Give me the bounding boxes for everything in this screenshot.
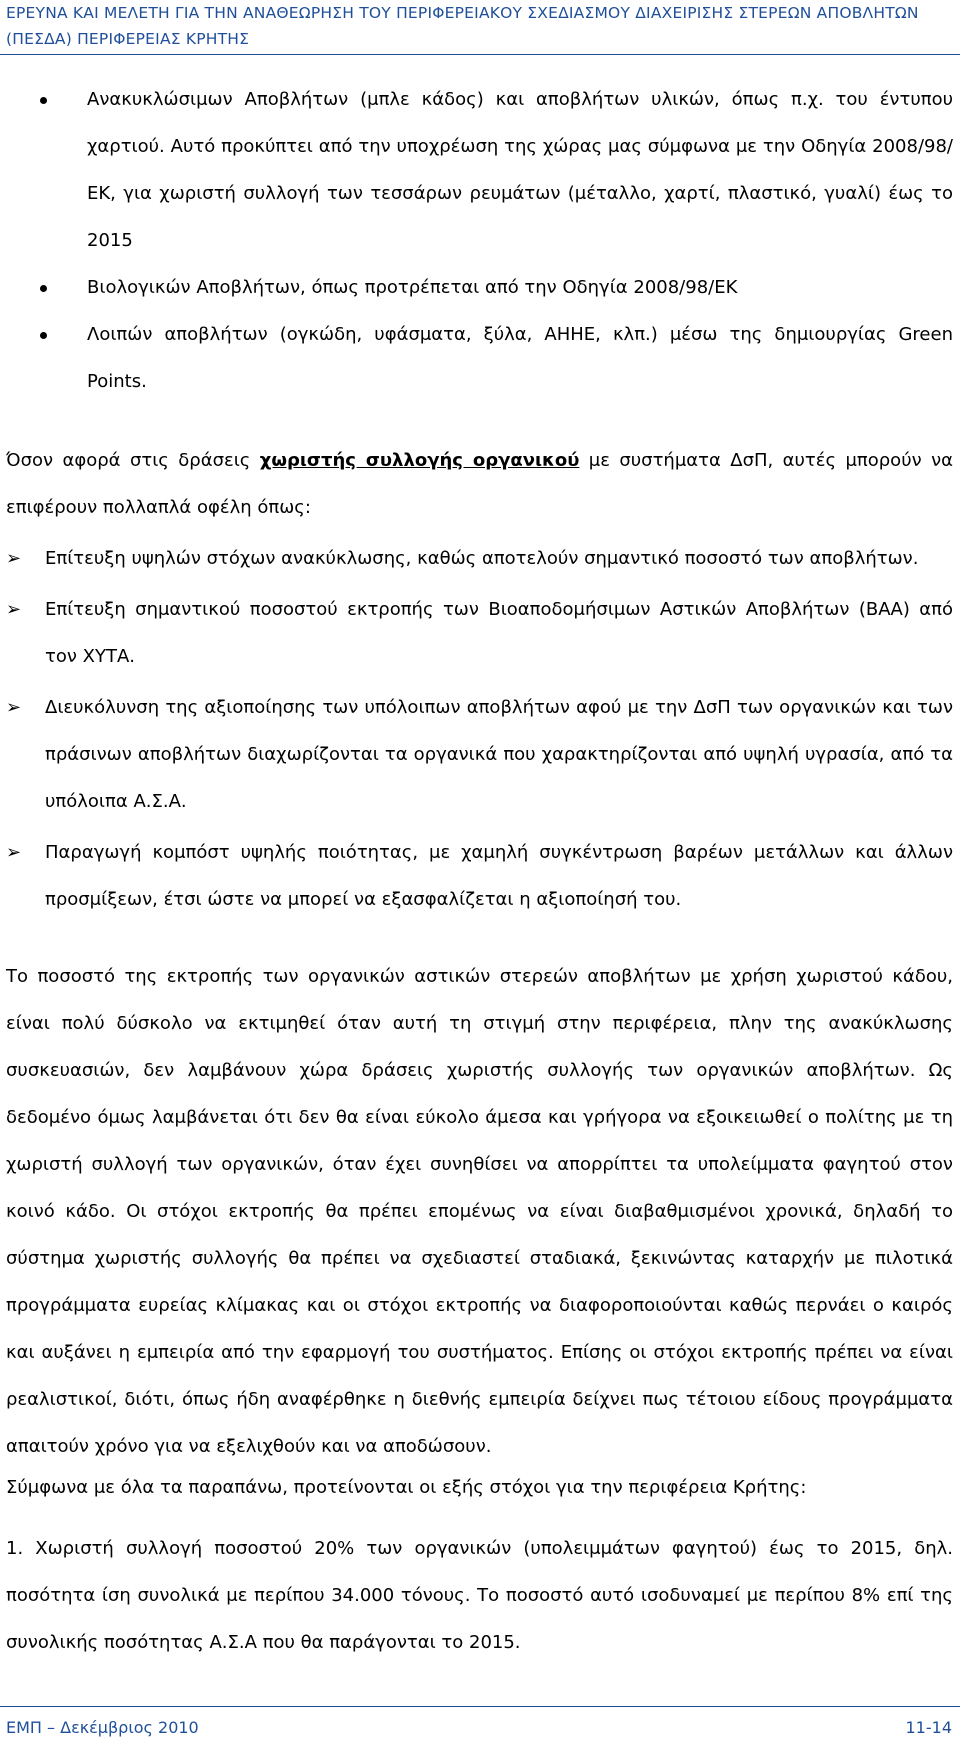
intro-paragraph xyxy=(6,437,953,531)
list-item-text: Επίτευξη υψηλών στόχων ανακύκλωσης, καθώς αποτελούν σημαντικό ποσοστό των αποβλήτων. xyxy=(45,548,919,569)
list-item xyxy=(0,76,953,264)
arrow-bullet-icon: ➢ xyxy=(6,842,22,863)
arrow-bullet-icon: ➢ xyxy=(6,548,22,569)
bullet-icon xyxy=(40,332,47,339)
list-item xyxy=(0,684,953,825)
list-item-text: Βιολογικών Αποβλήτων, όπως προτρέπεται από την Οδηγία 2008/98/ΕΚ xyxy=(87,277,738,298)
list-item-text: Επίτευξη σημαντικού ποσοστού εκτροπής των Βιοαποδομήσιμων Αστικών Αποβλήτων (ΒΑΑ) από τον ΧΥΤΑ. xyxy=(45,599,953,667)
footer-divider xyxy=(0,1706,960,1707)
bullet-icon xyxy=(40,285,47,292)
list-item xyxy=(0,311,953,405)
list-item xyxy=(0,264,953,311)
header-divider xyxy=(0,54,960,55)
list-item-text: Διευκόλυνση της αξιοποίησης των υπόλοιπων αποβλήτων αφού με την ΔσΠ των οργανικών και των πράσινων αποβλήτων διαχωρίζονται τα οργανικά που χαρακτηρίζονται από υψηλή υγρασία, από τα υπόλοιπα Α.Σ.Α. xyxy=(45,697,953,812)
page-header: ΕΡΕΥΝΑ ΚΑΙ ΜΕΛΕΤΗ ΓΙΑ ΤΗΝ ΑΝΑΘΕΩΡΗΣΗ ΤΟΥ ΠΕΡΙΦΕΡΕΙΑΚΟΥ ΣΧΕΔΙΑΣΜΟΥ ΔΙΑΧΕΙΡΙΣΗΣ ΣΤΕΡΕΩΝ ΑΠΟΒΛΗΤΩΝ (ΠΕΣΔΑ) ΠΕΡΙΦΕΡΕΙΑΣ ΚΡΗΤΗΣ xyxy=(6,4,919,48)
list-item-text: Παραγωγή κομπόστ υψηλής ποιότητας, με χαμηλή συγκέντρωση βαρέων μετάλλων και άλλων προσμίξεων, έτσι ώστε να μπορεί να εξασφαλίζεται η αξιοποίησή του. xyxy=(45,842,953,910)
arrow-bullet-icon: ➢ xyxy=(6,697,22,718)
footer-left: ΕΜΠ – Δεκέμβριος 2010 xyxy=(6,1718,199,1737)
page-number: 11-14 xyxy=(905,1718,952,1737)
bullet-list xyxy=(0,76,960,405)
list-item xyxy=(0,535,953,582)
targets-intro-paragraph: Σύμφωνα με όλα τα παραπάνω, προτείνονται οι εξής στόχοι για την περιφέρεια Κρήτης: xyxy=(6,1477,807,1498)
intro-text-after: με συστήματα ΔσΠ, αυτές μπορούν να επιφέρουν πολλαπλά οφέλη όπως: xyxy=(6,450,953,518)
target-item-1: 1. Χωριστή συλλογή ποσοστού 20% των οργανικών (υπολειμμάτων φαγητού) έως το 2015, δηλ. ποσότητα ίση συνολικά με περίπου 34.000 τόνους. Το ποσοστό αυτό ισοδυναμεί με περίπου 8% επί της συνολικής ποσότητας Α.Σ.Α που θα παράγονται το 2015. xyxy=(6,1538,953,1653)
list-item xyxy=(0,586,953,680)
list-item xyxy=(0,829,953,923)
intro-emphasis: χωριστής συλλογής οργανικού xyxy=(259,450,580,471)
list-item-text: Λοιπών αποβλήτων (ογκώδη, υφάσματα, ξύλα, ΑΗΗΕ, κλπ.) μέσω της δημιουργίας Green Points. xyxy=(87,324,953,392)
bullet-icon xyxy=(40,97,47,104)
list-item-text: Ανακυκλώσιμων Αποβλήτων (μπλε κάδος) και αποβλήτων υλικών, όπως π.χ. του έντυπου χαρτιού. Αυτό προκύπτει από την υποχρέωση της χώρας μας σύμφωνα με την Οδηγία 2008/98/ΕΚ, για χωριστή συλλογή των τεσσάρων ρευμάτων (μέταλλο, χαρτί, πλαστικό, γυαλί) έως το 2015 xyxy=(87,89,953,251)
intro-text-before: Όσον αφορά στις δράσεις xyxy=(6,450,260,471)
diversion-paragraph: Το ποσοστό της εκτροπής των οργανικών αστικών στερεών αποβλήτων με χρήση χωριστού κάδου, είναι πολύ δύσκολο να εκτιμηθεί όταν αυτή τη στιγμή στην περιφέρεια, πλην της ανακύκλωσης συσκευασιών, δεν λαμβάνουν χώρα δράσεις χωριστής συλλογής των οργανικών αποβλήτων. Ως δεδομένο όμως λαμβάνεται ότι δεν θα είναι εύκολο άμεσα και γρήγορα να εξοικειωθεί ο πολίτης με τη χωριστή συλλογή των οργανικών, όταν έχει συνηθίσει να απορρίπτει τα υπολείμματα φαγητού στον κοινό κάδο. Οι στόχοι εκτροπής θα πρέπει επομένως να είναι διαβαθμισμένοι χρονικά, δηλαδή το σύστημα χωριστής συλλογής θα πρέπει να σχεδιαστεί σταδιακά, ξεκινώντας καταρχήν με πιλοτικά προγράμματα ευρείας κλίμακας και οι στόχοι εκτροπής να διαφοροποιούνται καθώς περνάει ο καιρός και αυξάνει η εμπειρία από την εφαρμογή του συστήματος. Επίσης οι στόχοι εκτροπής πρέπει να είναι ρεαλιστικοί, διότι, όπως ήδη αναφέρθηκε η διεθνής εμπειρία δείχνει πως τέτοιου είδους προγράμματα απαιτούν χρόνο για να εξελιχθούν και να αποδώσουν. xyxy=(6,966,953,1457)
benefits-list xyxy=(0,535,960,927)
arrow-bullet-icon: ➢ xyxy=(6,599,22,620)
